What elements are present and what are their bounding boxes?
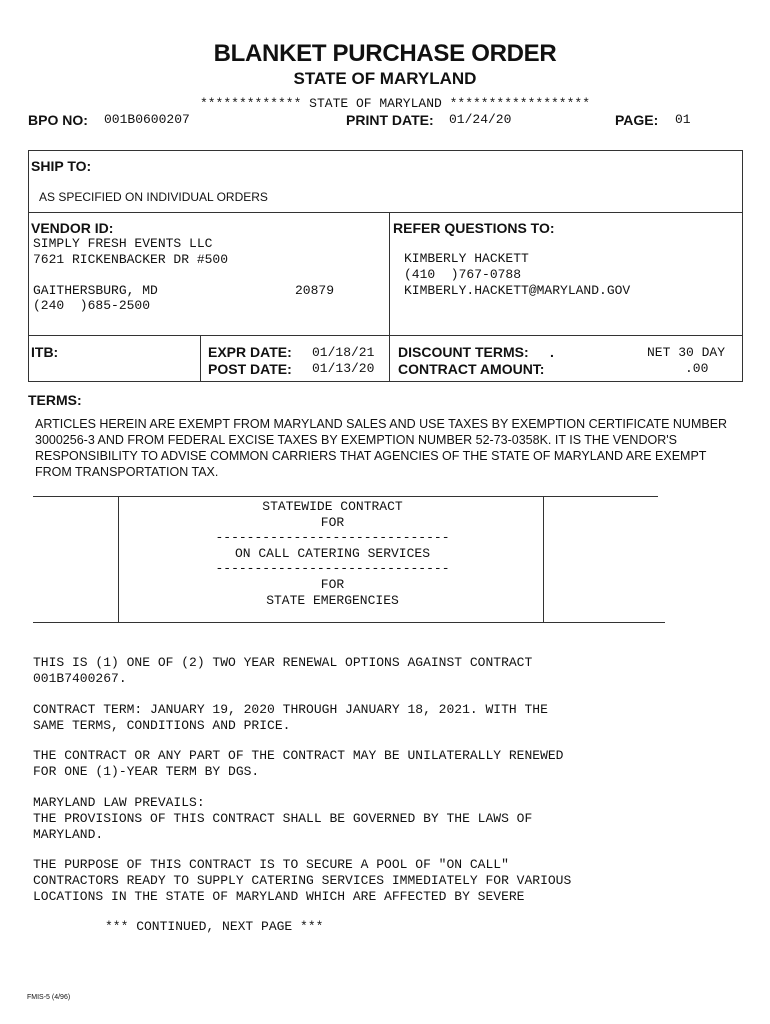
info-row-box <box>28 335 743 382</box>
terms-text: ARTICLES HEREIN ARE EXEMPT FROM MARYLAND SALES AND USE TAXES BY EXEMPTION CERTIFICATE NUMBER 3000256-3 AND FROM FEDERAL EXCISE TAXES BY EXEMPTION NUMBER 52-73-0358K. IT IS THE VENDOR'S RESPONSIBILITY TO ADVISE COMMON CARRIERS THAT AGENCIES OF THE STATE OF MARYLAND ARE EXEMPT FROM TRANSPORTATION TAX. <box>35 417 728 479</box>
contract-box-bottom-rule <box>33 622 665 623</box>
post-date-value: 01/13/20 <box>312 361 375 376</box>
paragraph-purpose: THE PURPOSE OF THIS CONTRACT IS TO SECURE A POOL OF "ON CALL" CONTRACTORS READY TO SUPPLY CATERING SERVICES IMMEDIATELY FOR VARIOUS LOCATIONS IN THE STATE OF MARYLAND WHICH ARE AFFECTED BY SEVERE <box>33 857 572 904</box>
form-id: FMIS-5 (4/96) <box>27 994 71 1001</box>
contract-line-emergencies: STATE EMERGENCIES <box>266 593 399 608</box>
contract-line-for-2: FOR <box>320 577 345 592</box>
refer-name: KIMBERLY HACKETT <box>404 251 529 266</box>
bpo-label: BPO NO: <box>28 112 88 128</box>
vendor-refer-divider <box>389 212 390 336</box>
refer-questions-label: REFER QUESTIONS TO: <box>393 220 555 236</box>
print-date-label: PRINT DATE: <box>346 112 434 128</box>
info-divider-1 <box>200 335 201 382</box>
vendor-name: SIMPLY FRESH EVENTS LLC <box>33 236 213 251</box>
print-date-value: 01/24/20 <box>449 112 512 127</box>
paragraph-renewal: THIS IS (1) ONE OF (2) TWO YEAR RENEWAL OPTIONS AGAINST CONTRACT 001B7400267. <box>33 655 533 686</box>
contract-dashes-2: ------------------------------ <box>215 561 450 576</box>
paragraph-contract-term: CONTRACT TERM: JANUARY 19, 2020 THROUGH JANUARY 18, 2021. WITH THE SAME TERMS, CONDITIONS AND PRICE. <box>33 702 548 733</box>
contract-dashes-1: ------------------------------ <box>215 530 450 545</box>
contract-box-top-rule <box>33 496 658 497</box>
paragraph-unilateral-renewal: THE CONTRACT OR ANY PART OF THE CONTRACT MAY BE UNILATERALLY RENEWED FOR ONE (1)-YEAR TERM BY DGS. <box>33 748 564 779</box>
vendor-phone: (240 )685-2500 <box>33 298 151 313</box>
discount-terms-label: DISCOUNT TERMS: <box>398 344 529 360</box>
vendor-id-label: VENDOR ID: <box>31 220 114 236</box>
ship-to-label: SHIP TO: <box>31 158 92 174</box>
vendor-refer-box <box>28 212 743 336</box>
contract-amount-label: CONTRACT AMOUNT: <box>398 361 545 377</box>
vendor-address: 7621 RICKENBACKER DR #500 <box>33 252 229 267</box>
discount-terms-value: NET 30 DAY <box>647 345 726 360</box>
vendor-city-state: GAITHERSBURG, MD <box>33 283 158 298</box>
itb-label: ITB: <box>31 344 59 360</box>
contract-box-left-rule <box>118 497 119 623</box>
page-number: 01 <box>675 112 691 127</box>
info-divider-2 <box>389 335 390 382</box>
page-label: PAGE: <box>615 112 659 128</box>
ship-to-value: AS SPECIFIED ON INDIVIDUAL ORDERS <box>39 190 268 204</box>
page-title: BLANKET PURCHASE ORDER <box>213 40 557 67</box>
contract-amount-value: .00 <box>685 361 709 376</box>
post-date-label: POST DATE: <box>208 361 292 377</box>
paragraph-maryland-law: MARYLAND LAW PREVAILS: THE PROVISIONS OF THIS CONTRACT SHALL BE GOVERNED BY THE LAWS OF MARYLAND. <box>33 795 533 842</box>
terms-label: TERMS: <box>28 392 82 408</box>
bpo-number: 001B0600207 <box>104 112 190 127</box>
page-subtitle: STATE OF MARYLAND <box>293 69 477 88</box>
continued-notice: *** CONTINUED, NEXT PAGE *** <box>105 919 324 934</box>
vendor-zip: 20879 <box>295 283 335 298</box>
contract-line-service: ON CALL CATERING SERVICES <box>234 546 431 561</box>
expr-date-value: 01/18/21 <box>312 345 375 360</box>
refer-phone: (410 )767-0788 <box>404 267 522 282</box>
expr-date-label: EXPR DATE: <box>208 344 292 360</box>
state-banner: ************* STATE OF MARYLAND ****************** <box>199 96 591 111</box>
contract-line-statewide: STATEWIDE CONTRACT <box>262 499 403 514</box>
refer-email: KIMBERLY.HACKETT@MARYLAND.GOV <box>404 283 631 298</box>
discount-dot: . <box>550 344 554 360</box>
contract-line-for-1: FOR <box>320 515 345 530</box>
